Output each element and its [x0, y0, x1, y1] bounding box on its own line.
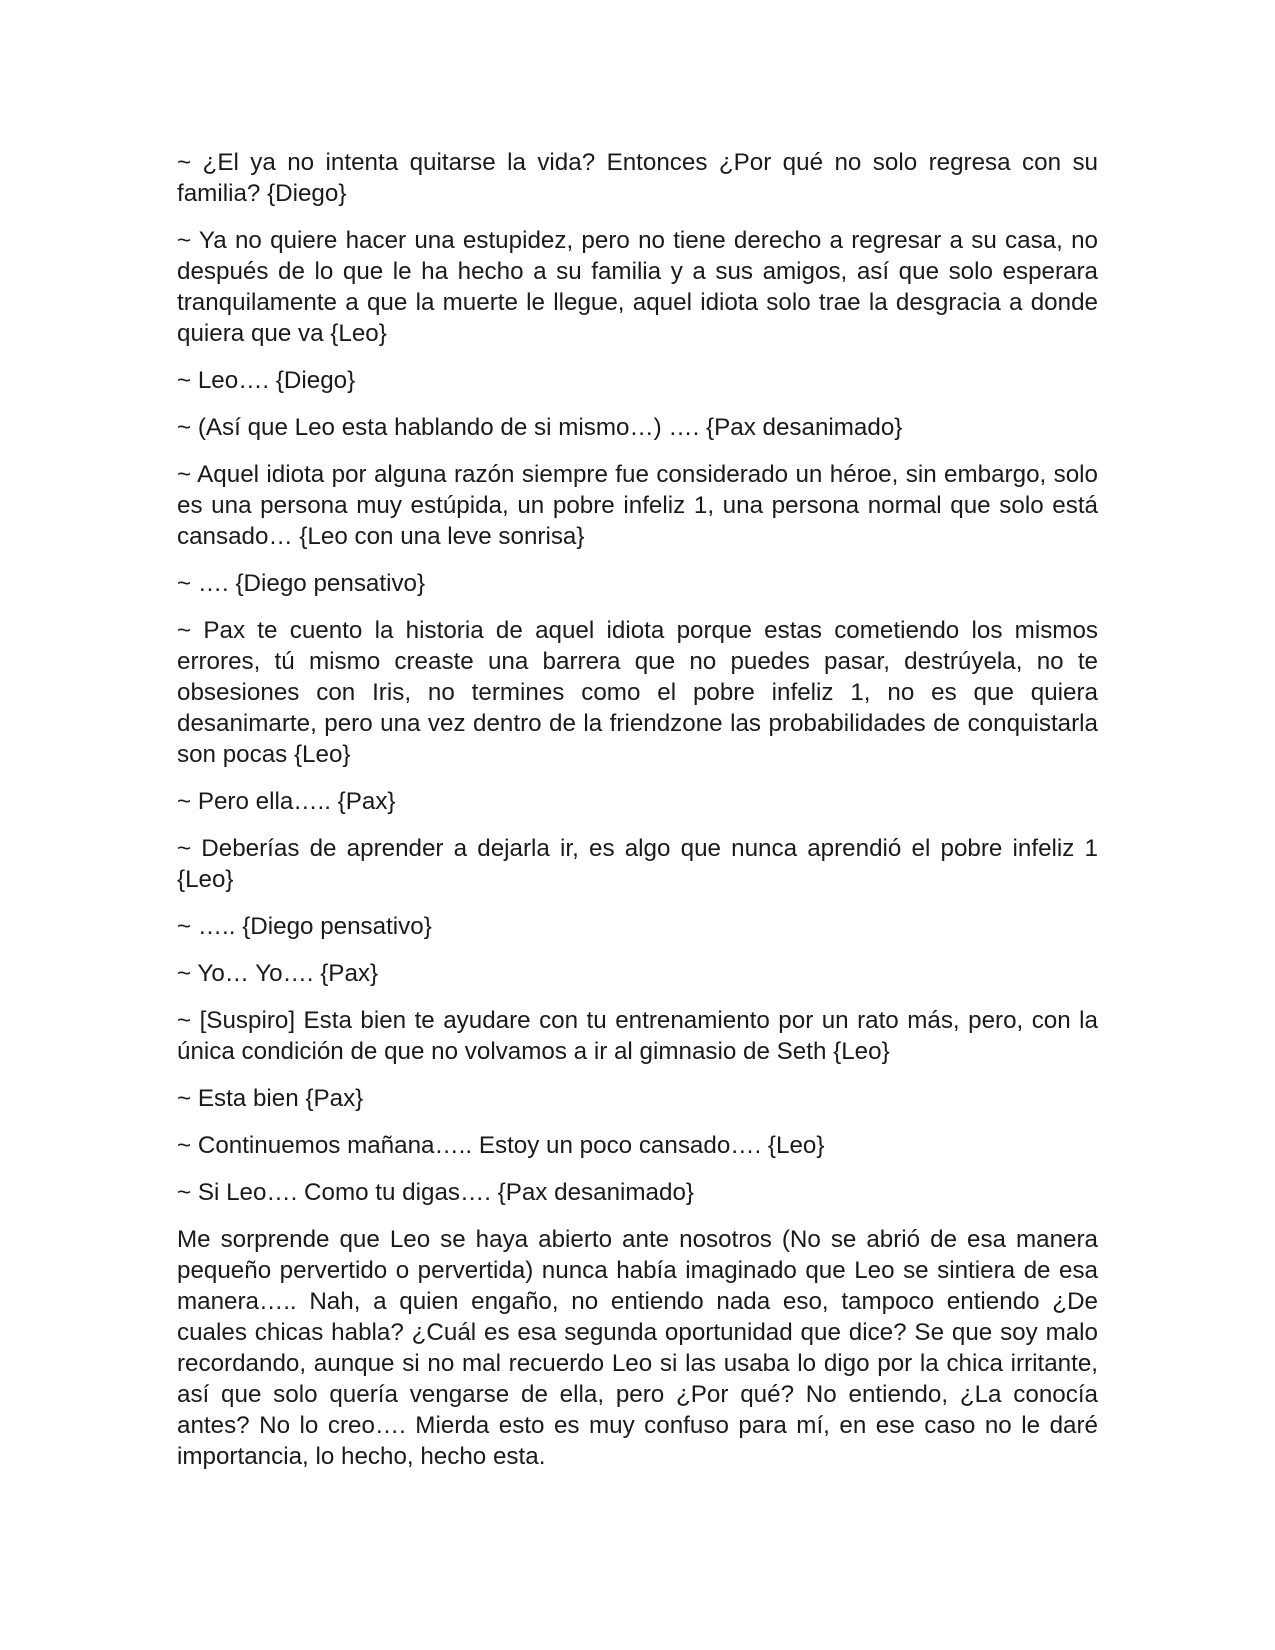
- dialogue-line: ~ Ya no quiere hacer una estupidez, pero no tiene derecho a regresar a su casa, no después de lo que le ha hecho a su familia y a sus amigos, así que solo esperara tranquilamente a que la muerte le llegue, aquel idiota solo trae la desgracia a donde quiera que va {Leo}: [177, 227, 1098, 347]
- dialogue-line: ~ Pax te cuento la historia de aquel idiota porque estas cometiendo los mismos errores, tú mismo creaste una barrera que no puedes pasar, destrúyela, no te obsesiones con Iris, no termines como el pobre infeliz 1, no es que quiera desanimarte, pero una vez dentro de la friendzone las probabilidades de conquistarla son pocas {Leo}: [177, 617, 1098, 768]
- dialogue-line: ~ ¿El ya no intenta quitarse la vida? Entonces ¿Por qué no solo regresa con su familia? {Diego}: [177, 149, 1098, 207]
- dialogue-line: ~ Deberías de aprender a dejarla ir, es algo que nunca aprendió el pobre infeliz 1 {Leo}: [177, 835, 1098, 893]
- dialogue-line: ~ (Así que Leo esta hablando de si mismo…) …. {Pax desanimado}: [177, 414, 903, 441]
- dialogue-line: ~ [Suspiro] Esta bien te ayudare con tu entrenamiento por un rato más, pero, con la única condición de que no volvamos a ir al gimnasio de Seth {Leo}: [177, 1007, 1098, 1065]
- dialogue-line: ~ Yo… Yo…. {Pax}: [177, 960, 379, 987]
- dialogue-line: ~ Leo…. {Diego}: [177, 367, 356, 394]
- document-body: [177, 147, 1098, 1488]
- dialogue-line: ~ Si Leo…. Como tu digas…. {Pax desanimado}: [177, 1179, 694, 1206]
- narration-paragraph: Me sorprende que Leo se haya abierto ante nosotros (No se abrió de esa manera pequeño pervertido o pervertida) nunca había imaginado que Leo se sintiera de esa manera….. Nah, a quien engaño, no entiendo nada eso, tampoco entiendo ¿De cuales chicas habla? ¿Cuál es esa segunda oportunidad que dice? Se que soy malo recordando, aunque si no mal recuerdo Leo si las usaba lo digo por la chica irritante, así que solo quería vengarse de ella, pero ¿Por qué? No entiendo, ¿La conocía antes? No lo creo…. Mierda esto es muy confuso para mí, en ese caso no le daré importancia, lo hecho, hecho esta.: [177, 1226, 1098, 1470]
- dialogue-line: ~ Continuemos mañana….. Estoy un poco cansado…. {Leo}: [177, 1132, 825, 1159]
- dialogue-line: ~ Pero ella….. {Pax}: [177, 788, 396, 815]
- dialogue-line: ~ Esta bien {Pax}: [177, 1085, 364, 1112]
- dialogue-line: ~ …. {Diego pensativo}: [177, 570, 426, 597]
- dialogue-line: ~ ….. {Diego pensativo}: [177, 913, 432, 940]
- dialogue-line: ~ Aquel idiota por alguna razón siempre fue considerado un héroe, sin embargo, solo es una persona muy estúpida, un pobre infeliz 1, una persona normal que solo está cansado… {Leo con una leve sonrisa}: [177, 461, 1098, 550]
